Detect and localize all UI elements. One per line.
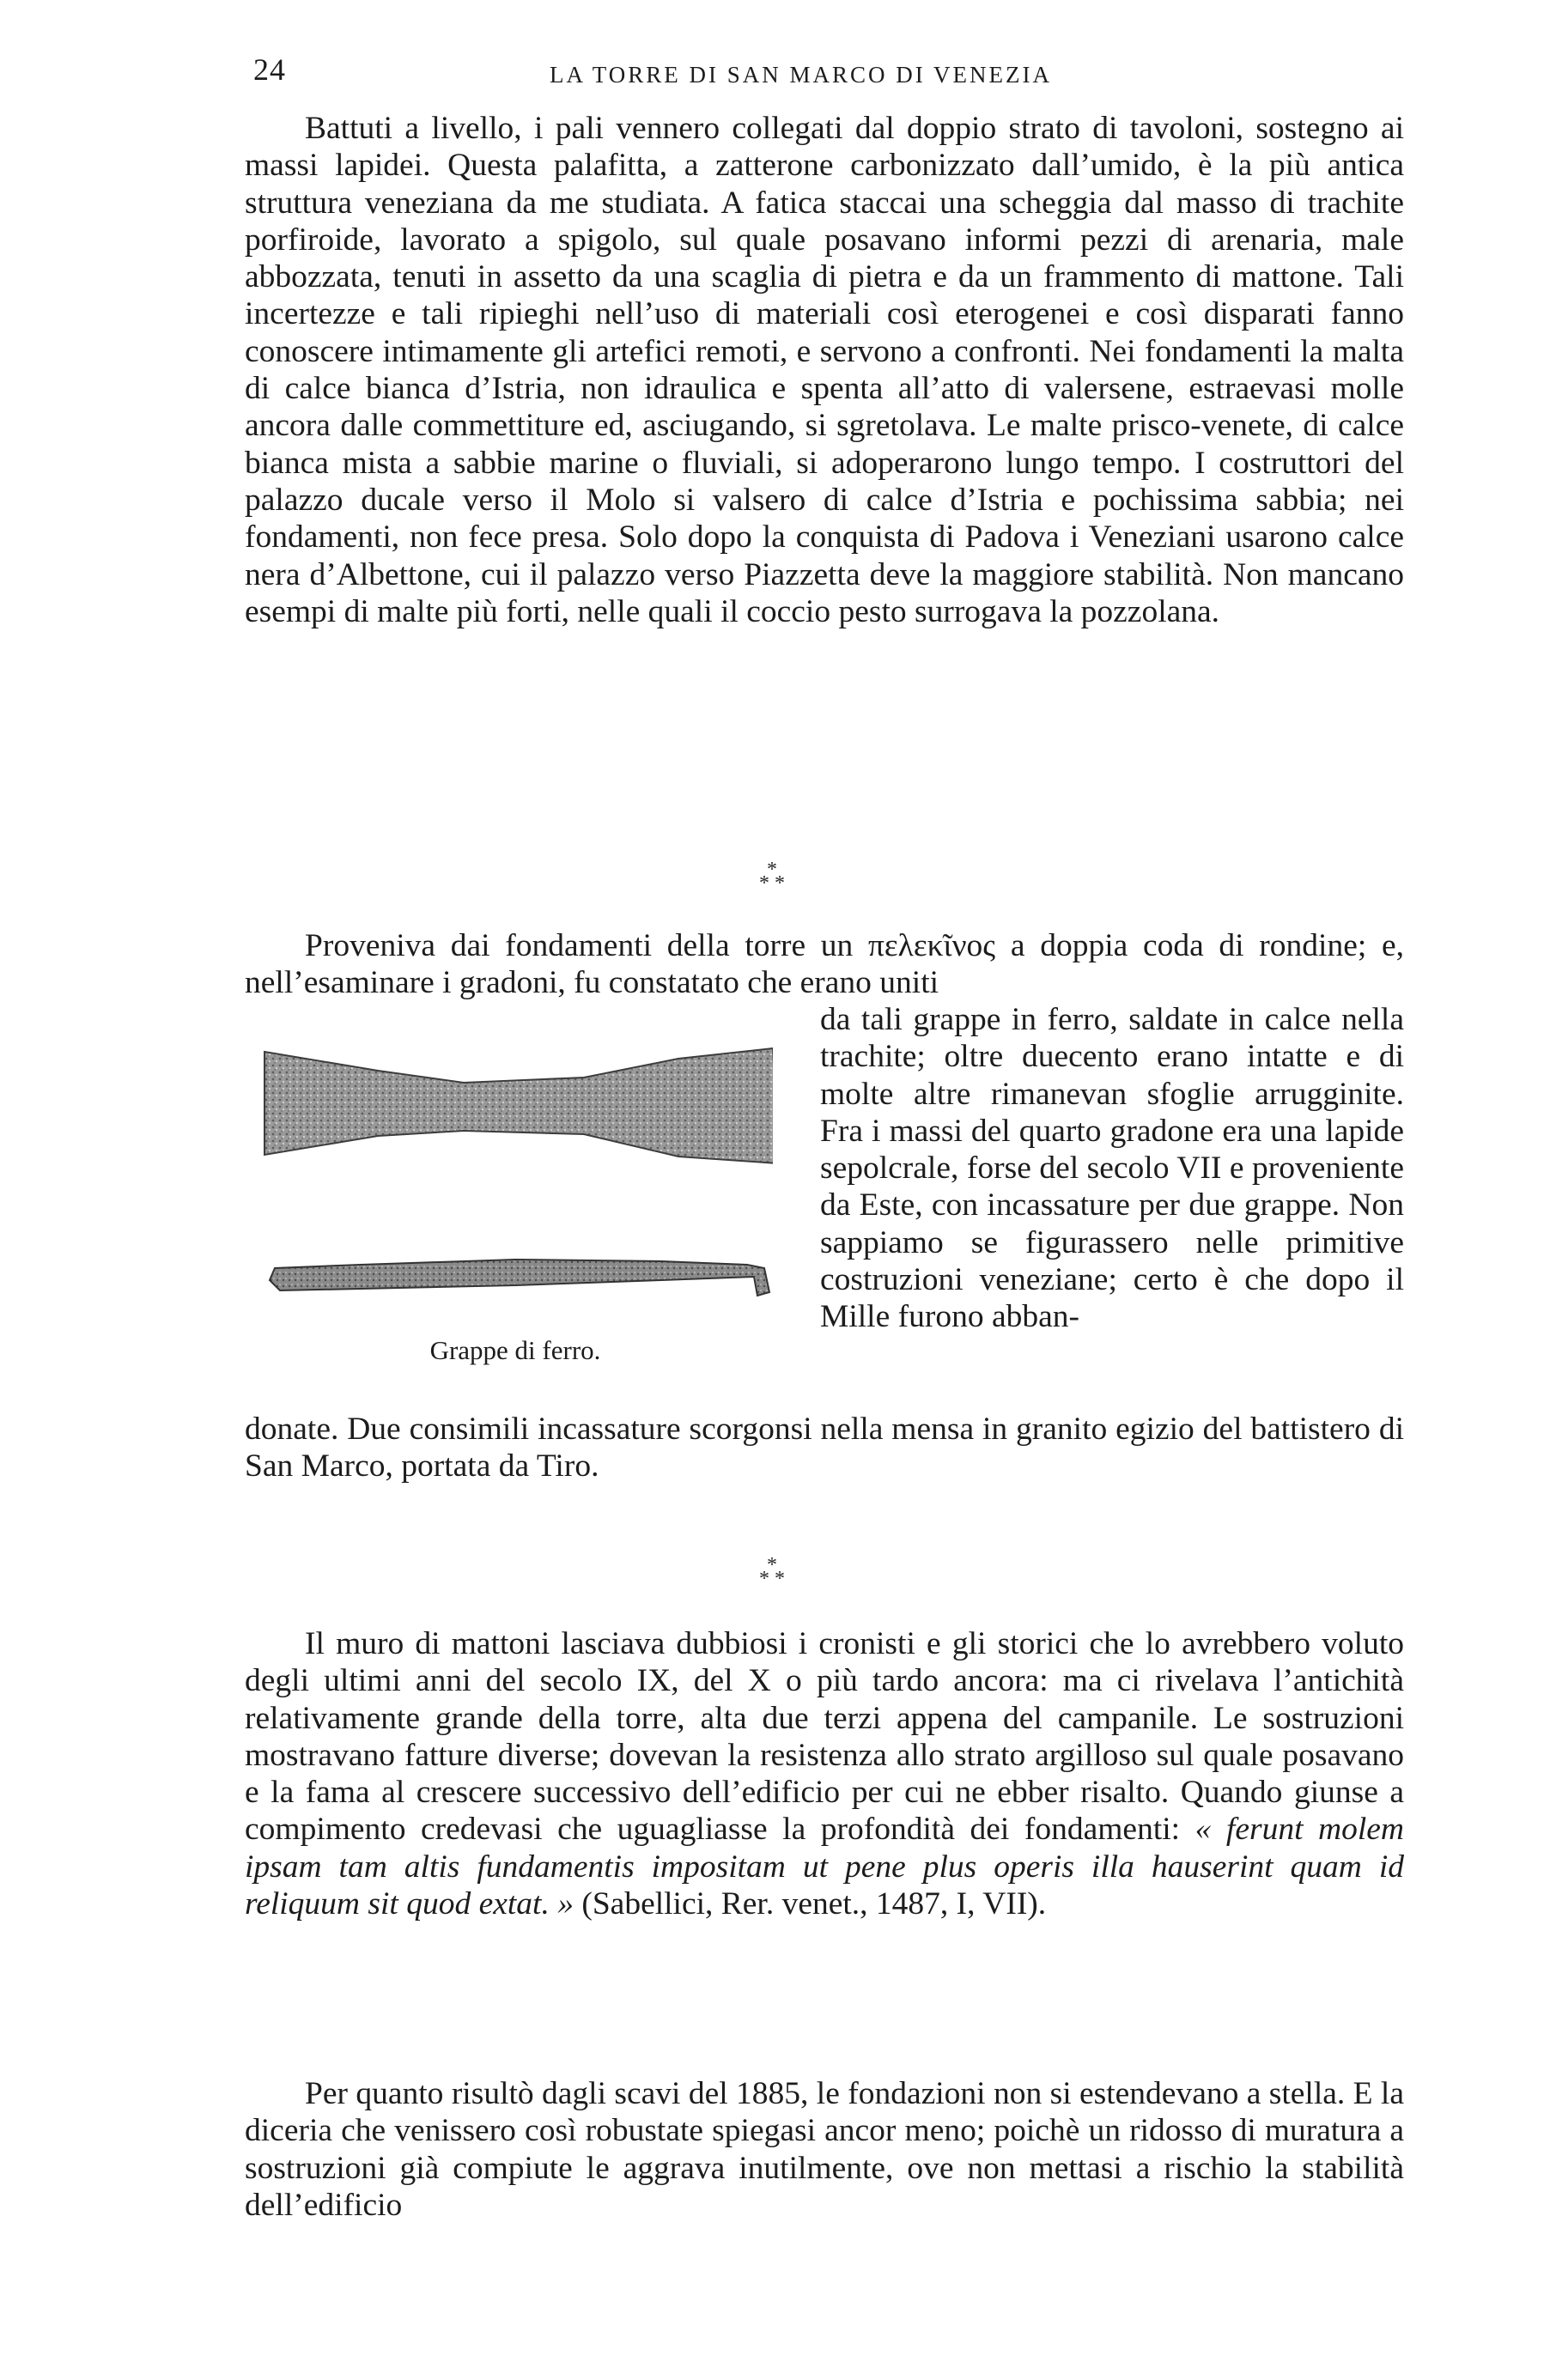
latin-quotation: « ferunt molem ipsam tam altis fundamentis impositam ut pene plus operis illa hauserint quam id reliquum sit quod extat. » — [245, 1812, 1404, 1922]
asterism-1: * * * — [759, 859, 785, 895]
paragraph-3-text: Il muro di mattoni lasciava dubbiosi i cronisti e gli storici che lo avrebbero voluto degli ultimi anni del secolo IX, del X o più tardo ancora: ma ci rivelava l’antichità relativamente grande della torre, alta due terzi appena del campanile. Le sostruzioni mostravano fatture diverse; dovevan la resistenza allo strato argilloso sul quale posavano e la fama al crescere successivo dell’edificio per cui ne ebber risalto. Quando giunse a compimento credevasi che uguagliasse la profondità dei fondamenti: — [245, 1626, 1404, 1848]
paragraph-2-lead-text: Proveniva dai fondamenti della torre un πελεκῖνος a doppia coda di rondine; e, nell’esaminare i gradoni, fu constatato che erano uniti — [245, 928, 1404, 1001]
paragraph-2-tail: donate. Due consimili incassature scorgonsi nella mensa in granito egizio del battistero di San Marco, portata da Tiro. — [245, 1412, 1404, 1484]
asterism-2: * * * — [759, 1554, 785, 1590]
iron-cramps-illustration — [258, 1043, 773, 1335]
running-head: LA TORRE DI SAN MARCO DI VENEZIA — [550, 62, 1053, 88]
dovetail-cramp-shape — [264, 1048, 773, 1163]
figure-caption: Grappe di ferro. — [429, 1335, 601, 1365]
paragraph-2-wrap: da tali grappe in ferro, saldate in calce nella trachite; oltre duecento erano intatte e di molte altre rimanevan sfoglie arrugginite. Fra i massi del quarto gradone era una lapide sepolcrale, forse del secolo VII e proveniente da Este, con incassature per due grappe. Non sappiamo se figurassero nelle primitive costruzioni veneziane; certo è che dopo il Mille furono abban- — [820, 1002, 1404, 1335]
paragraph-2-lead — [245, 927, 1404, 1002]
paragraph-3 — [245, 1625, 1404, 1922]
paragraph-4-text: Per quanto risultò dagli scavi del 1885, le fondazioni non si estendevano a stella. E la diceria che venissero così robustate spiegasi ancor meno; poichè un ridosso di muratura a sostruzioni già compiute le aggrava inutilmente, ove non mettasi a rischio la stabilità dell’edificio — [245, 2076, 1404, 2223]
paragraph-1 — [245, 110, 1404, 630]
bar-cramp-shape — [270, 1260, 769, 1296]
citation: (Sabellici, Rer. venet., 1487, I, VII). — [581, 1886, 1047, 1922]
iron-cramps-figure — [258, 1043, 773, 1378]
paragraph-4 — [245, 2075, 1404, 2224]
page-number: 24 — [253, 52, 286, 87]
paragraph-1-text: Battuti a livello, i pali vennero collegati dal doppio strato di tavoloni, sostegno ai massi lapidei. Questa palafitta, a zatterone carbonizzato dall’umido, è la più antica struttura veneziana da me studiata. A fatica staccai una scheggia dal masso di trachite porfiroide, lavorato a spigolo, sul quale posavano informi pezzi di arenaria, male abbozzata, tenuti in assetto da una scaglia di pietra e da un frammento di mattone. Tali incertezze e tali ripieghi nell’uso di materiali così eterogenei e così disparati fanno conoscere intimamente gli artefici remoti, e servono a confronti. Nei fondamenti la malta di calce bianca d’Istria, non idraulica e spenta all’atto di valersene, estraevasi molle ancora dalle commettiture ed, asciugando, si sgretolava. Le malte prisco-venete, di calce bianca mista a sabbie marine o fluviali, si adoperarono lungo tempo. I costruttori del palazzo ducale verso il Molo si valsero di calce d’Istria e pochissima sabbia; nei fondamenti, non fece presa. Solo dopo la conquista di Padova i Veneziani usarono calce nera d’Albettone, cui il palazzo verso Piazzetta deve la maggiore stabilità. Non mancano esempi di malte più forti, nelle quali il coccio pesto surrogava la pozzolana. — [245, 111, 1404, 629]
